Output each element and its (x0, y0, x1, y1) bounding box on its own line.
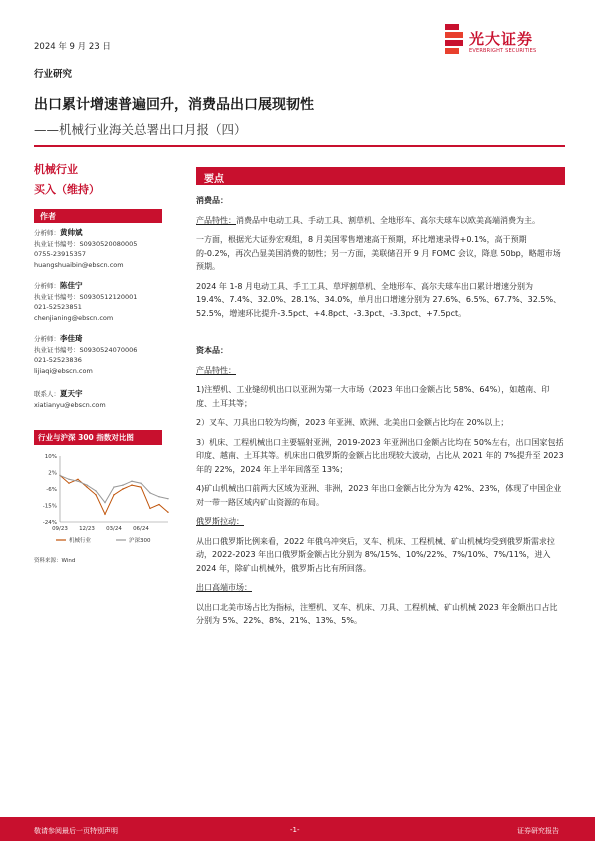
data-point (104, 502, 105, 503)
data-point (77, 481, 78, 482)
page-number: -1- (290, 826, 300, 834)
data-point (68, 479, 69, 480)
rating-label: 买入（维持） (34, 183, 100, 196)
data-point (167, 498, 168, 499)
author-heading: 作者 (34, 209, 162, 223)
analyst-block (34, 334, 137, 376)
data-point (95, 490, 96, 491)
analyst-block (34, 281, 137, 323)
legend-label: 沪深300 (129, 538, 151, 544)
x-tick-label: 12/23 (79, 526, 95, 532)
data-point (77, 479, 78, 480)
index-comparison-chart (34, 450, 174, 554)
summary-heading: 要点 (204, 174, 224, 185)
analyst-email: lijiaqi@ebscn.com (34, 366, 93, 375)
y-tick-label: 10% (44, 454, 57, 460)
analyst-cert: 执业证书编号：S0930512120001 (34, 292, 138, 301)
capital-point-3: 3）机床、工程机械出口主要辐射亚洲，2019-2023 年亚洲出口金额占比均在 50%左右，出口国家包括印度、越南、土耳其等。机床出口俄罗斯的金额占比出现较大波动，占比从 2021 年的 7%提升至 2023 年的 22%，2024 年上半年回落至 13%； (196, 437, 564, 474)
capital-point-2: 2）叉车、刀具出口较为均衡，2023 年亚洲、欧洲、北美出口金额占比均在 20%以上； (196, 418, 509, 427)
title-divider (34, 145, 565, 147)
data-point (122, 488, 123, 489)
analyst-phone: 0755-23915357 (34, 250, 86, 258)
brand-name-cn: 光大证券 (469, 30, 534, 48)
analyst-cert: 执业证书编号：S0930524070006 (34, 345, 138, 354)
summary-body (196, 194, 565, 628)
data-point (113, 486, 114, 487)
y-tick-label: 2% (48, 470, 57, 477)
consumer-features (196, 214, 565, 228)
page-title: 出口累计增速普遍回升，消费品出口展现韧性 (34, 97, 314, 113)
high-end-label: 出口高端市场： (196, 583, 252, 592)
y-tick-label: -15% (42, 503, 57, 510)
x-tick-label: 06/24 (133, 526, 149, 532)
features-text: 消费品中电动工具、手动工具、割草机、全地形车、高尔夫球车以欧美高端消费为主。 (236, 215, 540, 225)
footer-disclaimer: 敬请参阅最后一页特别声明 (34, 827, 118, 835)
consumer-growth-paragraph: 2024 年 1-8 月电动工具、手工工具、草坪割草机、全地形车、高尔夫球车出口累计增速分别为 19.4%、7.4%、32.0%、28.1%、34.0%，单月出口增速分别为 27.6%、6.5%、67.7%、32.5%、52.5%，增速环比提升-3.5pct、+4.8pct、-3.3pct、-3.3pct、+7.5pct。 (196, 281, 562, 318)
contact-name: 夏天宇 (60, 389, 83, 398)
report-type: 行业研究 (34, 69, 73, 80)
data-point (86, 486, 87, 487)
analyst-email: chenjianing@ebscn.com (34, 313, 114, 322)
chart-source: 资料来源：Wind (34, 558, 76, 564)
analyst-role: 分析师： (34, 282, 60, 290)
y-tick-label: -6% (46, 487, 57, 493)
data-point (122, 484, 123, 485)
data-point (113, 494, 114, 495)
capital-point-4: 4)矿山机械出口前两大区域为亚洲、非洲，2023 年出口金额占比分为为 42%、23%，体现了中国企业对一带一路区域内矿山资源的布局。 (196, 484, 562, 507)
data-point (140, 486, 141, 487)
analyst-role: 分析师： (34, 335, 60, 343)
x-tick-label: 03/24 (106, 526, 122, 532)
analyst-role: 分析师： (34, 229, 60, 237)
page-subtitle: ——机械行业海关总署出口月报（四） (34, 122, 247, 137)
analyst-phone: 021-52523851 (34, 303, 82, 311)
industry-label: 机械行业 (34, 163, 78, 176)
data-point (158, 504, 159, 505)
footer-report-label: 证券研究报告 (517, 827, 559, 835)
series-line-2 (60, 475, 168, 502)
report-date: 2024 年 9 月 23 日 (34, 42, 111, 52)
y-tick-label: -24% (42, 520, 57, 526)
contact-block (34, 389, 106, 410)
analyst-name: 李佳琦 (60, 334, 83, 343)
brand-name-en: EVERBRIGHT SECURITIES (469, 48, 537, 54)
data-point (131, 484, 132, 485)
analyst-name: 黄帅斌 (60, 228, 83, 237)
analyst-phone: 021-52523836 (34, 356, 82, 364)
data-point (86, 484, 87, 485)
analyst-name: 陈佳宁 (60, 281, 83, 290)
contact-role: 联系人： (34, 390, 60, 398)
analyst-cert: 执业证书编号：S0930520080005 (34, 239, 138, 248)
contact-email: xiatianyu@ebscn.com (34, 400, 106, 409)
analyst-block (34, 228, 137, 270)
data-point (68, 482, 69, 483)
capital-heading: 资本品： (196, 346, 228, 355)
legend-label: 机械行业 (69, 538, 92, 544)
data-point (95, 494, 96, 495)
features-label: 产品特性： (196, 215, 236, 225)
data-point (149, 492, 150, 493)
x-tick-label: 09/23 (52, 526, 68, 532)
brand-logo (445, 24, 565, 60)
data-point (158, 496, 159, 497)
capital-features-label: 产品特性： (196, 365, 236, 375)
data-point (59, 475, 60, 476)
data-point (140, 482, 141, 483)
data-point (104, 514, 105, 515)
high-end-paragraph: 以出口北美市场占比为指标，注塑机、叉车、机床、刀具、工程机械、矿山机械 2023 年金额出口占比分别为 5%、22%、8%、21%、13%、5%。 (196, 602, 558, 625)
data-point (131, 481, 132, 482)
chart-heading: 行业与沪深 300 指数对比图 (34, 430, 162, 445)
russia-label: 俄罗斯拉动： (196, 517, 244, 526)
brand-mark-icon (445, 24, 463, 56)
data-point (167, 512, 168, 513)
capital-point-1: 1)注塑机、工业缝纫机出口以亚洲为第一大市场（2023 年出口金额占比 58%、64%），如越南、印度、土耳其等； (196, 385, 550, 408)
data-point (149, 508, 150, 509)
analyst-email: huangshuaibin@ebscn.com (34, 260, 124, 269)
macro-paragraph: 一方面，根据光大证券宏观组，8 月美国零售增速高于预期，环比增速录得+0.1%，高于预期的-0.2%，再次凸显美国消费的韧性；另一方面，美联储召开 9 月 FOMC 会议，降息 50bp，略超市场预期。 (196, 235, 561, 271)
summary-heading-bar (196, 167, 565, 185)
russia-paragraph: 从出口俄罗斯比例来看，2022 年俄乌冲突后，叉车、机床、工程机械、矿山机械均受到俄罗斯需求拉动，2022-2023 年出口俄罗斯金额占比分别为 8%/15%、10%/22%、7%/10%、7%/11%，进入 2024 年，除矿山机械外，俄罗斯占比有所回落。 (196, 536, 555, 573)
consumer-heading: 消费品： (196, 196, 228, 205)
